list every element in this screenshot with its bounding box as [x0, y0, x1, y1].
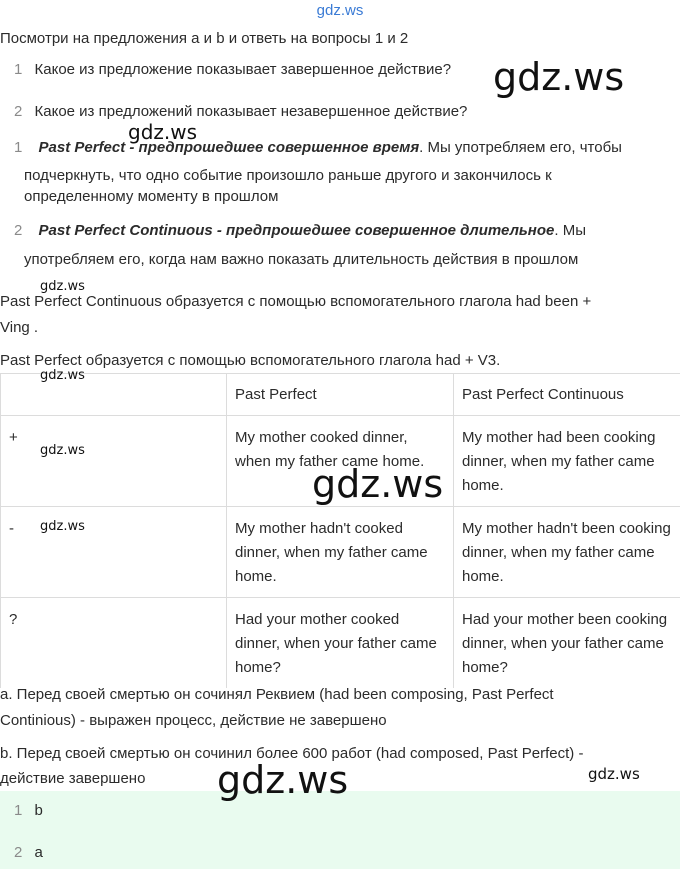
- explain-1-number: 1: [14, 139, 23, 156]
- table-header-empty: [1, 374, 227, 416]
- explain-2-term: Past Perfect Continuous - предпрошедшее совершенное длительное: [38, 222, 555, 239]
- explain-2: [14, 220, 586, 242]
- formation-ppc-line-2: Ving .: [0, 319, 39, 336]
- answer-1-number: 1: [14, 802, 23, 819]
- table-header-past-perfect-continuous: Past Perfect Continuous: [454, 374, 680, 416]
- watermark-small: gdz.ws: [588, 765, 640, 783]
- table-cell-past-perfect-continuous: Had your mother been cooking dinner, when your father came home?: [454, 598, 680, 689]
- note-b-line-1: b. Перед своей смертью он сочинил более 600 работ (had composed, Past Perfect) -: [0, 745, 584, 762]
- table-cell-sign: ?: [1, 598, 227, 689]
- watermark-small: gdz.ws: [40, 279, 85, 294]
- watermark-top: gdz.ws: [316, 2, 364, 19]
- answers-box: [0, 791, 680, 869]
- formation-ppc-line-1: Past Perfect Continuous образуется с помощью вспомогательного глагола had been +: [0, 293, 592, 310]
- explain-1-cont-2: определенному моменту в прошлом: [24, 188, 279, 205]
- grammar-table: [0, 373, 680, 688]
- question-2-number: 2: [14, 103, 23, 120]
- table-cell-past-perfect: My mother cooked dinner, when my father came home.: [227, 416, 454, 507]
- intro-text: Посмотри на предложения a и b и ответь на вопросы 1 и 2: [0, 30, 409, 47]
- table-cell-past-perfect-continuous: My mother hadn't been cooking dinner, when my father came home.: [454, 507, 680, 598]
- watermark-medium: gdz.ws: [128, 120, 198, 144]
- watermark-large: gdz.ws: [217, 758, 349, 802]
- answer-1-text: b: [34, 802, 43, 819]
- note-a-line-2: Continious) - выражен процесс, действие не завершено: [0, 712, 387, 729]
- question-1: [14, 59, 451, 81]
- explain-1-term: Past Perfect - предпрошедшее совершенное время: [38, 139, 420, 156]
- table-row: [1, 507, 680, 598]
- table-cell-sign: -: [1, 507, 227, 598]
- explain-1-cont-1: подчеркнуть, что одно событие произошло раньше другого и закончилось к: [24, 167, 552, 184]
- table-row: [1, 598, 680, 689]
- answer-2: [14, 842, 43, 864]
- question-1-text: Какое из предложение показывает завершенное действие?: [34, 61, 452, 78]
- watermark-small: gdz.ws: [40, 368, 85, 383]
- explain-1: [14, 137, 622, 159]
- answer-1: [14, 800, 43, 822]
- explain-2-number: 2: [14, 222, 23, 239]
- question-2: [14, 101, 467, 123]
- watermark-large: gdz.ws: [493, 55, 625, 99]
- answer-2-text: a: [34, 844, 43, 861]
- watermark-small: gdz.ws: [40, 443, 85, 458]
- note-b-line-2: действие завершено: [0, 770, 146, 787]
- table-header-row: [1, 374, 680, 416]
- explain-2-cont-1: употребляем его, когда нам важно показать длительность действия в прошлом: [24, 251, 579, 268]
- table-cell-past-perfect-continuous: My mother had been cooking dinner, when my father came home.: [454, 416, 680, 507]
- watermark-small: gdz.ws: [40, 519, 85, 534]
- formation-pp: Past Perfect образуется с помощью вспомогательного глагола had + V3.: [0, 352, 501, 369]
- question-1-number: 1: [14, 61, 23, 78]
- answer-2-number: 2: [14, 844, 23, 861]
- watermark-large: gdz.ws: [312, 462, 444, 506]
- explain-2-rest: . Мы: [554, 222, 586, 239]
- table-cell-past-perfect: Had your mother cooked dinner, when your father came home?: [227, 598, 454, 689]
- table-cell-sign: +: [1, 416, 227, 507]
- table-cell-past-perfect: My mother hadn't cooked dinner, when my father came home.: [227, 507, 454, 598]
- table-header-past-perfect: Past Perfect: [227, 374, 454, 416]
- question-2-text: Какое из предложений показывает незавершенное действие?: [34, 103, 468, 120]
- note-a-line-1: a. Перед своей смертью он сочинял Реквием (had been composing, Past Perfect: [0, 686, 554, 703]
- explain-1-rest: . Мы употребляем его, чтобы: [419, 139, 622, 156]
